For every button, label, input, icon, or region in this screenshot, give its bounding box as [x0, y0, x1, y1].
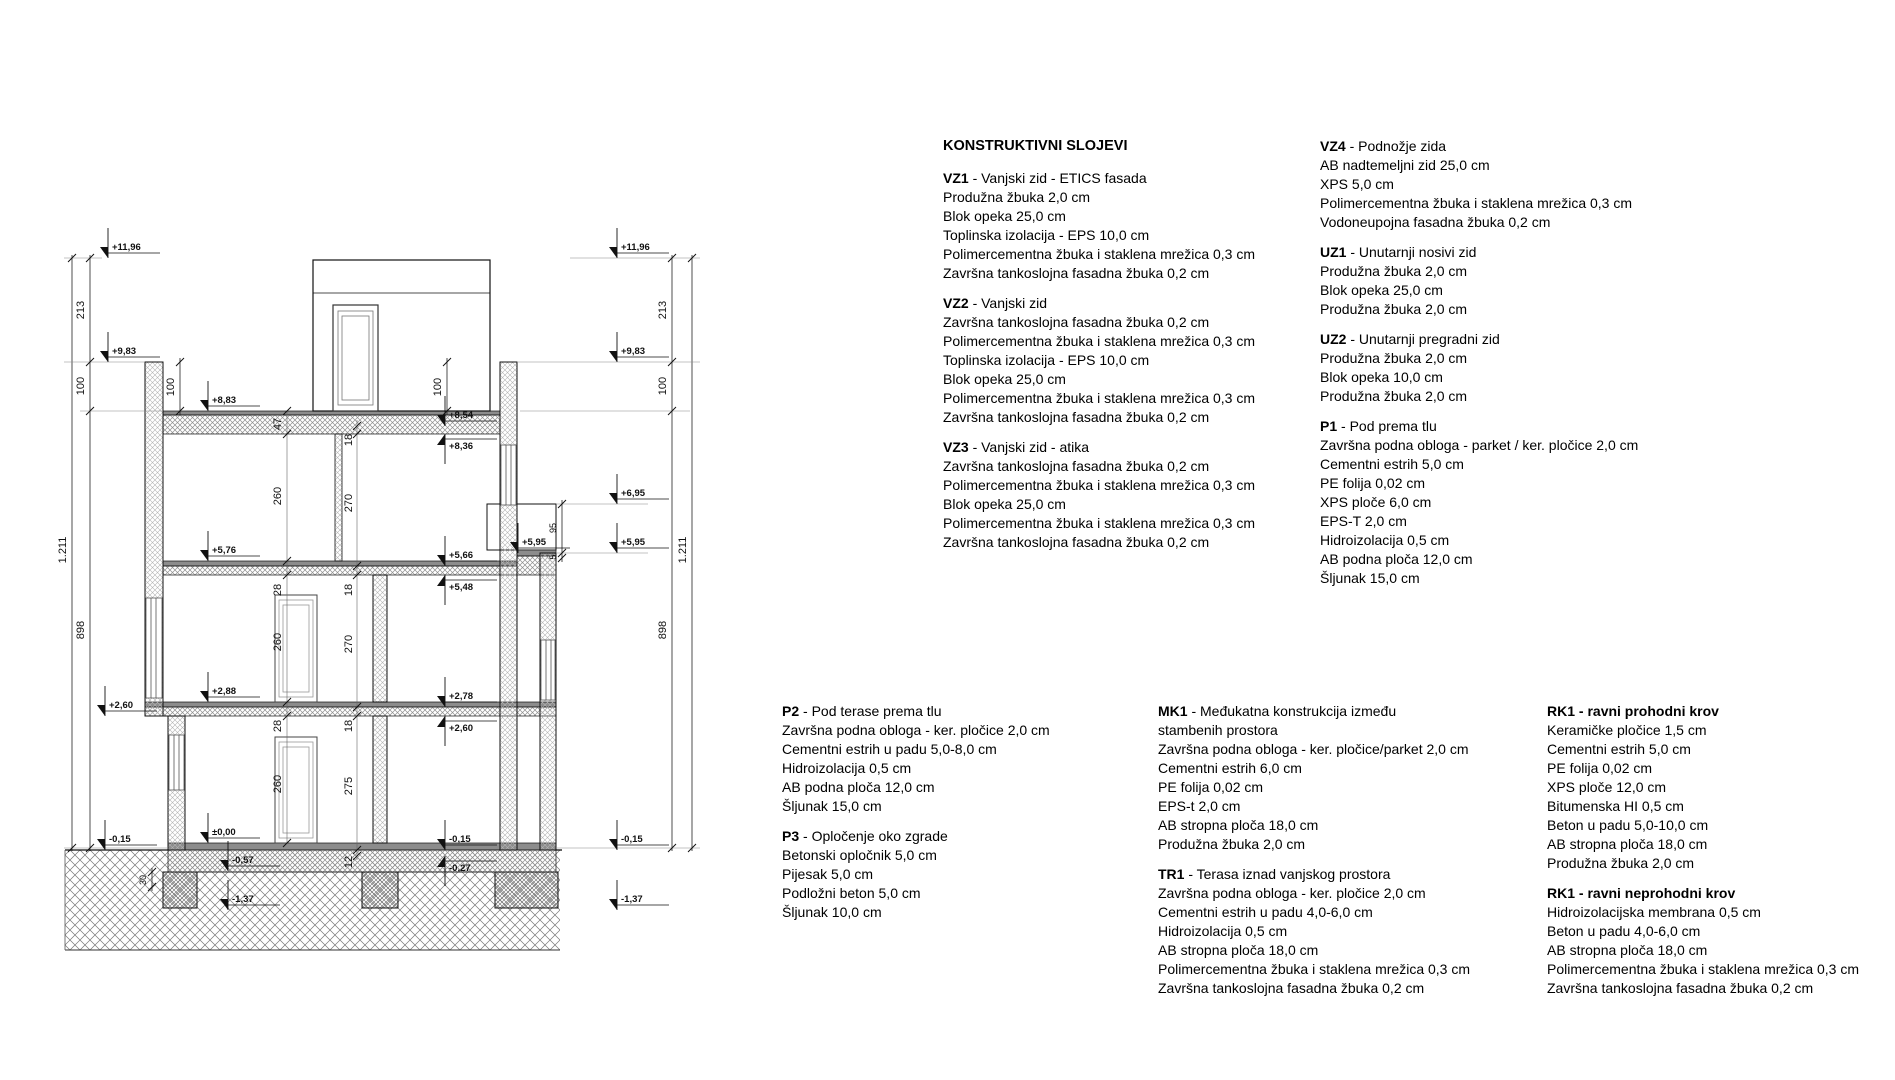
layer-line: Produžna žbuka 2,0 cm	[1320, 301, 1468, 317]
elevation-label: +5,48	[449, 582, 474, 593]
layer-line: Hidroizolacija 0,5 cm	[1320, 532, 1450, 548]
layer-line: Polimercementna žbuka i staklena mrežica 0,3 cm	[943, 333, 1256, 349]
spec-block-P3	[782, 827, 1050, 922]
layer-line: Cementni estrih 5,0 cm	[1547, 741, 1691, 757]
layer-line: Cementni estrih 6,0 cm	[1158, 760, 1302, 776]
layer-line: Toplinska izolacija - EPS 10,0 cm	[943, 352, 1150, 368]
layer-line: Blok opeka 25,0 cm	[943, 496, 1066, 512]
layer-line: Cementni estrih u padu 5,0-8,0 cm	[782, 741, 997, 757]
spec-title: KONSTRUKTIVNI SLOJEVI	[943, 138, 1128, 154]
elevation-label: ±0,00	[212, 827, 236, 838]
layer-line: Beton u padu 5,0-10,0 cm	[1547, 817, 1709, 833]
elevation-marker	[200, 813, 260, 843]
section-drawing	[0, 0, 760, 1080]
elevation-label: -0,15	[449, 834, 471, 845]
elevation-label: +2,78	[449, 691, 474, 702]
elevation-label: +2,88	[212, 686, 237, 697]
spec-block-P1	[1320, 417, 1638, 588]
layer-line: Polimercementna žbuka i staklena mrežica 0,3 cm	[943, 390, 1256, 406]
spec-block-VZ1	[943, 169, 1255, 283]
layer-line: Polimercementna žbuka i staklena mrežica 0,3 cm	[943, 477, 1256, 493]
layer-line: Završna tankoslojna fasadna žbuka 0,2 cm	[943, 458, 1210, 474]
elevation-label: -0,57	[232, 855, 254, 866]
interior-doors	[275, 595, 317, 843]
elevation-marker	[609, 228, 669, 258]
spec-block-VZ3	[943, 438, 1255, 552]
layer-line: Beton u padu 4,0-6,0 cm	[1547, 923, 1701, 939]
elevation-label: +9,83	[621, 346, 646, 357]
layer-line: Produžna žbuka 2,0 cm	[1320, 350, 1468, 366]
layer-line: Bitumenska HI 0,5 cm	[1547, 798, 1684, 814]
layer-line: XPS 5,0 cm	[1320, 176, 1394, 192]
elevation-label: +5,66	[449, 550, 474, 561]
layer-line: PE folija 0,02 cm	[1158, 779, 1264, 795]
elevation-marker	[437, 434, 497, 464]
elevation-marker	[97, 820, 157, 850]
elevation-marker	[100, 228, 160, 258]
layer-line: Polimercementna žbuka i staklena mrežica 0,3 cm	[943, 246, 1256, 262]
spec-block-header: VZ3 - Vanjski zid - atika	[943, 439, 1090, 455]
dimension-label: 898	[75, 620, 87, 640]
elevation-marker	[200, 381, 260, 411]
layer-line: Šljunak 15,0 cm	[782, 798, 882, 814]
layer-line: PE folija 0,02 cm	[1547, 760, 1653, 776]
layer-line: Podložni beton 5,0 cm	[782, 885, 921, 901]
spec-block-header: TR1 - Terasa iznad vanjskog prostora	[1158, 866, 1391, 882]
elevation-marker	[609, 880, 669, 910]
layer-line: AB stropna ploča 18,0 cm	[1158, 817, 1319, 833]
dimension-label: 100	[432, 377, 444, 397]
dimension-label: 47	[272, 417, 284, 431]
layer-line: AB stropna ploča 18,0 cm	[1547, 942, 1708, 958]
layer-line: Blok opeka 25,0 cm	[943, 208, 1066, 224]
elevation-label: -0,15	[621, 834, 643, 845]
spec-column-bottom-left	[782, 702, 1050, 933]
elevation-marker	[609, 474, 669, 504]
spec-block-header: RK1 - ravni prohodni krov	[1547, 703, 1719, 719]
elevation-label: +2,60	[449, 723, 474, 734]
layer-line: Završna tankoslojna fasadna žbuka 0,2 cm	[943, 534, 1210, 550]
spec-block-P2	[782, 702, 1050, 816]
layer-line: Blok opeka 10,0 cm	[1320, 369, 1443, 385]
layer-line: Polimercementna žbuka i staklena mrežica 0,3 cm	[1158, 961, 1471, 977]
layer-line: Vodoneupojna fasadna žbuka 0,2 cm	[1320, 214, 1551, 230]
dimension-label: 260	[272, 632, 284, 652]
penthouse-door	[333, 305, 378, 411]
dimension-label: 260	[272, 486, 284, 506]
layer-line: Blok opeka 25,0 cm	[1320, 282, 1443, 298]
spec-block-header: P1 - Pod prema tlu	[1320, 418, 1437, 434]
layer-line: Keramičke pločice 1,5 cm	[1547, 722, 1707, 738]
elevation-label: +5,95	[621, 537, 646, 548]
layer-line: Završna tankoslojna fasadna žbuka 0,2 cm	[1158, 980, 1425, 996]
layer-line: Šljunak 10,0 cm	[782, 904, 882, 920]
dimension-label: 270	[343, 634, 355, 654]
dimension-label: 1.211	[677, 536, 689, 564]
layer-line: Polimercementna žbuka i staklena mrežica 0,3 cm	[1320, 195, 1633, 211]
spec-column-bottom-right	[1547, 702, 1859, 1009]
layer-line: AB stropna ploča 18,0 cm	[1158, 942, 1319, 958]
layer-line: stambenih prostora	[1158, 722, 1278, 738]
elevation-marker	[609, 332, 669, 362]
layer-line: AB podna ploča 12,0 cm	[782, 779, 935, 795]
spec-column-2	[1320, 137, 1638, 599]
elevation-label: +11,96	[112, 242, 141, 253]
dimension-label: 213	[657, 300, 669, 320]
layer-line: EPS-t 2,0 cm	[1158, 798, 1241, 814]
spec-block-TR1	[1158, 865, 1470, 998]
layer-line: Šljunak 15,0 cm	[1320, 570, 1420, 586]
elevation-label: +2,60	[109, 700, 134, 711]
dimension-label: 5	[548, 554, 558, 560]
spec-block-MK1	[1158, 702, 1470, 854]
spec-block-RK1	[1547, 884, 1859, 998]
dimension-label: 100	[165, 377, 177, 397]
layer-line: XPS ploče 12,0 cm	[1547, 779, 1667, 795]
penthouse	[313, 260, 490, 411]
elevation-label: +9,83	[112, 346, 137, 357]
layer-line: Polimercementna žbuka i staklena mrežica 0,3 cm	[1547, 961, 1860, 977]
spec-block-header: UZ1 - Unutarnji nosivi zid	[1320, 244, 1477, 260]
layer-line: Završna podna obloga - ker. pločice 2,0 cm	[782, 722, 1050, 738]
dimension-label: 270	[343, 493, 355, 513]
elevation-label: +11,96	[621, 242, 650, 253]
dimension-label: 18	[343, 583, 355, 597]
spec-block-header: P2 - Pod terase prema tlu	[782, 703, 942, 719]
spec-block-VZ2	[943, 294, 1255, 427]
layer-line: Polimercementna žbuka i staklena mrežica 0,3 cm	[943, 515, 1256, 531]
layer-line: Završna podna obloga - ker. pločice/parket 2,0 cm	[1158, 741, 1469, 757]
elevation-label: +5,76	[212, 545, 237, 556]
spec-block-UZ2	[1320, 330, 1638, 406]
dimension-label: 28	[272, 719, 284, 733]
dimension-label: 100	[657, 376, 669, 396]
elevation-label: -1,37	[621, 894, 643, 905]
spec-block-header: VZ4 - Podnožje zida	[1320, 138, 1447, 154]
elevation-label: +8,83	[212, 395, 237, 406]
spec-block-header: RK1 - ravni neprohodni krov	[1547, 885, 1736, 901]
dimension-label: 12	[343, 855, 355, 869]
layer-line: Produžna žbuka 2,0 cm	[1158, 836, 1306, 852]
elevation-marker	[100, 332, 160, 362]
dimension-label: 95	[548, 522, 558, 534]
layer-line: PE folija 0,02 cm	[1320, 475, 1426, 491]
elevation-marker	[200, 672, 260, 702]
elevation-marker	[437, 716, 497, 746]
dimension-label: 1.211	[57, 536, 69, 564]
elevation-marker	[609, 820, 669, 850]
elevation-marker	[200, 531, 260, 561]
elevation-label: +8,36	[449, 441, 474, 452]
elevation-label: -0,15	[109, 834, 131, 845]
layer-line: Produžna žbuka 2,0 cm	[1320, 388, 1468, 404]
spec-block-header: UZ2 - Unutarnji pregradni zid	[1320, 331, 1500, 347]
dimension-label: 18	[343, 719, 355, 733]
elevation-marker	[609, 523, 669, 553]
layer-line: Završna podna obloga - parket / ker. pločice 2,0 cm	[1320, 437, 1639, 453]
layer-line: Hidroizolacija 0,5 cm	[1158, 923, 1288, 939]
spec-block-VZ4	[1320, 137, 1638, 232]
dimension-label: 213	[75, 300, 87, 320]
layer-line: Betonski opločnik 5,0 cm	[782, 847, 937, 863]
dimension-label: 18	[343, 433, 355, 447]
layer-line: AB stropna ploča 18,0 cm	[1547, 836, 1708, 852]
layer-line: Blok opeka 25,0 cm	[943, 371, 1066, 387]
layer-line: Produžna žbuka 2,0 cm	[943, 189, 1091, 205]
dimension-label: 260	[272, 774, 284, 794]
spec-block-header: VZ1 - Vanjski zid - ETICS fasada	[943, 170, 1147, 186]
layer-line: Završna podna obloga - ker. pločice 2,0 cm	[1158, 885, 1426, 901]
spec-column-1	[943, 137, 1255, 563]
elevation-label: +5,95	[522, 537, 547, 548]
layer-line: Toplinska izolacija - EPS 10,0 cm	[943, 227, 1150, 243]
elevation-label: -0,27	[449, 863, 471, 874]
layer-line: Završna tankoslojna fasadna žbuka 0,2 cm	[1547, 980, 1814, 996]
dimension-label: 28	[272, 583, 284, 597]
elevation-label: -1,37	[232, 894, 254, 905]
elevation-label: +6,95	[621, 488, 646, 499]
layer-line: AB nadtemeljni zid 25,0 cm	[1320, 157, 1490, 173]
layer-line: Hidroizolacija 0,5 cm	[782, 760, 912, 776]
elevation-label: +8,54	[449, 410, 474, 421]
layer-line: Cementni estrih u padu 4,0-6,0 cm	[1158, 904, 1373, 920]
dimension-label: 275	[343, 776, 355, 796]
layer-line: Pijesak 5,0 cm	[782, 866, 874, 882]
spec-block-header: MK1 - Međukatna konstrukcija između	[1158, 703, 1397, 719]
layer-line: Hidroizolacijska membrana 0,5 cm	[1547, 904, 1761, 920]
layer-line: EPS-T 2,0 cm	[1320, 513, 1407, 529]
dimension-label: 100	[75, 376, 87, 396]
layer-line: AB podna ploča 12,0 cm	[1320, 551, 1473, 567]
spec-block-UZ1	[1320, 243, 1638, 319]
layer-line: Produžna žbuka 2,0 cm	[1320, 263, 1468, 279]
layer-line: Završna tankoslojna fasadna žbuka 0,2 cm	[943, 265, 1210, 281]
layer-line: Produžna žbuka 2,0 cm	[1547, 855, 1695, 871]
layer-line: Završna tankoslojna fasadna žbuka 0,2 cm	[943, 409, 1210, 425]
spec-block-header: P3 - Opločenje oko zgrade	[782, 828, 948, 844]
spec-block-RK1	[1547, 702, 1859, 873]
spec-column-bottom-middle	[1158, 702, 1470, 1009]
layer-line: XPS ploče 6,0 cm	[1320, 494, 1432, 510]
dimension-label: 30	[138, 874, 148, 886]
dimension-label: 898	[657, 620, 669, 640]
layer-line: Cementni estrih 5,0 cm	[1320, 456, 1464, 472]
layer-line: Završna tankoslojna fasadna žbuka 0,2 cm	[943, 314, 1210, 330]
elevation-marker	[437, 575, 497, 605]
spec-block-header: VZ2 - Vanjski zid	[943, 295, 1048, 311]
